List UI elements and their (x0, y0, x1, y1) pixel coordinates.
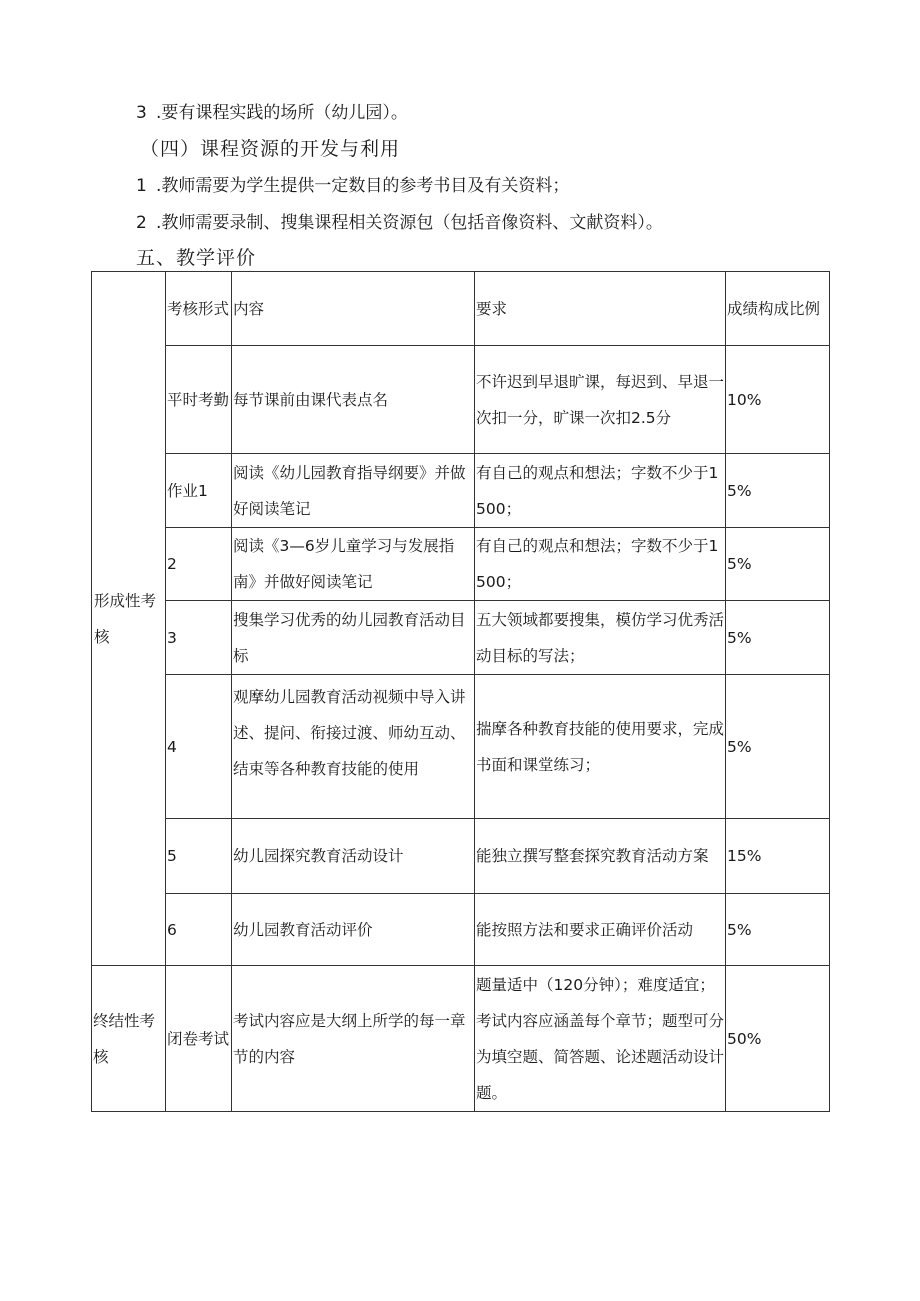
table-row (92, 819, 830, 894)
row-content: 阅读《幼儿园教育指导纲要》并做好阅读笔记 (232, 454, 475, 528)
formative-category: 形成性考核 (94, 591, 157, 646)
row-content: 幼儿园教育活动评价 (232, 894, 475, 966)
table-row (92, 675, 830, 819)
section-5-heading: 五、教学评价 (136, 247, 257, 269)
row-ratio: 10% (726, 346, 830, 454)
summative-ratio: 50% (726, 966, 830, 1112)
row-requirement: 能独立撰写整套探究教育活动方案 (475, 819, 726, 894)
row-requirement: 不许迟到早退旷课，每迟到、早退一次扣一分，旷课一次扣2.5分 (475, 346, 726, 454)
row-requirement: 揣摩各种教育技能的使用要求，完成书面和课堂练习； (475, 675, 726, 819)
row-form: 5 (166, 819, 232, 894)
row-ratio: 15% (726, 819, 830, 894)
empty-header-cell (92, 272, 166, 966)
row-ratio: 5% (726, 675, 830, 819)
row-ratio: 5% (726, 894, 830, 966)
row-requirement: 五大领域都要搜集，模仿学习优秀活动目标的写法； (475, 601, 726, 675)
summative-form: 闭卷考试 (166, 966, 232, 1112)
table-row (92, 528, 830, 601)
resource-item-1-number: 1 (136, 176, 147, 196)
table-row (92, 346, 830, 454)
row-form: 平时考勤 (166, 346, 232, 454)
row-requirement: 有自己的观点和想法；字数不少于1500； (475, 454, 726, 528)
summative-category: 终结性考核 (92, 966, 166, 1112)
resource-item-2 (136, 212, 663, 234)
row-ratio: 5% (726, 601, 830, 675)
row-content: 每节课前由课代表点名 (232, 346, 475, 454)
evaluation-table (91, 271, 830, 1112)
row-ratio: 5% (726, 454, 830, 528)
item-3-text: .要有课程实践的场所（幼儿园）。 (156, 103, 408, 123)
table-row (92, 894, 830, 966)
row-requirement: 能按照方法和要求正确评价活动 (475, 894, 726, 966)
resource-item-2-text: .教师需要录制、搜集课程相关资源包（包括音像资料、文献资料）。 (156, 213, 663, 233)
row-content: 阅读《3—6岁儿童学习与发展指南》并做好阅读笔记 (232, 528, 475, 601)
header-form: 考核形式 (166, 272, 232, 346)
summative-content: 考试内容应是大纲上所学的每一章节的内容 (232, 966, 475, 1112)
summative-requirement: 题量适中（120分钟）；难度适宜；考试内容应涵盖每个章节；题型可分为填空题、简答题、论述题活动设计题。 (475, 966, 726, 1112)
summative-row (92, 966, 830, 1112)
row-form: 4 (166, 675, 232, 819)
row-form: 3 (166, 601, 232, 675)
header-ratio: 成绩构成比例 (726, 272, 830, 346)
section-4-heading: （四）课程资源的开发与利用 (140, 138, 401, 160)
row-content: 幼儿园探究教育活动设计 (232, 819, 475, 894)
table-row (92, 454, 830, 528)
table-row (92, 601, 830, 675)
row-content: 观摩幼儿园教育活动视频中导入讲述、提问、衔接过渡、师幼互动、结束等各种教育技能的使用 (232, 675, 475, 819)
row-form: 作业1 (166, 454, 232, 528)
row-form: 2 (166, 528, 232, 601)
resource-item-1-text: .教师需要为学生提供一定数目的参考书目及有关资料； (156, 176, 570, 196)
header-content: 内容 (232, 272, 475, 346)
row-content: 搜集学习优秀的幼儿园教育活动目标 (232, 601, 475, 675)
table-header-row (92, 272, 830, 346)
header-requirement: 要求 (475, 272, 726, 346)
item-3 (136, 102, 408, 124)
resource-item-1 (136, 175, 569, 197)
resource-item-2-number: 2 (136, 213, 147, 233)
row-form: 6 (166, 894, 232, 966)
row-requirement: 有自己的观点和想法；字数不少于1500； (475, 528, 726, 601)
item-3-number: 3 (136, 103, 147, 123)
row-ratio: 5% (726, 528, 830, 601)
